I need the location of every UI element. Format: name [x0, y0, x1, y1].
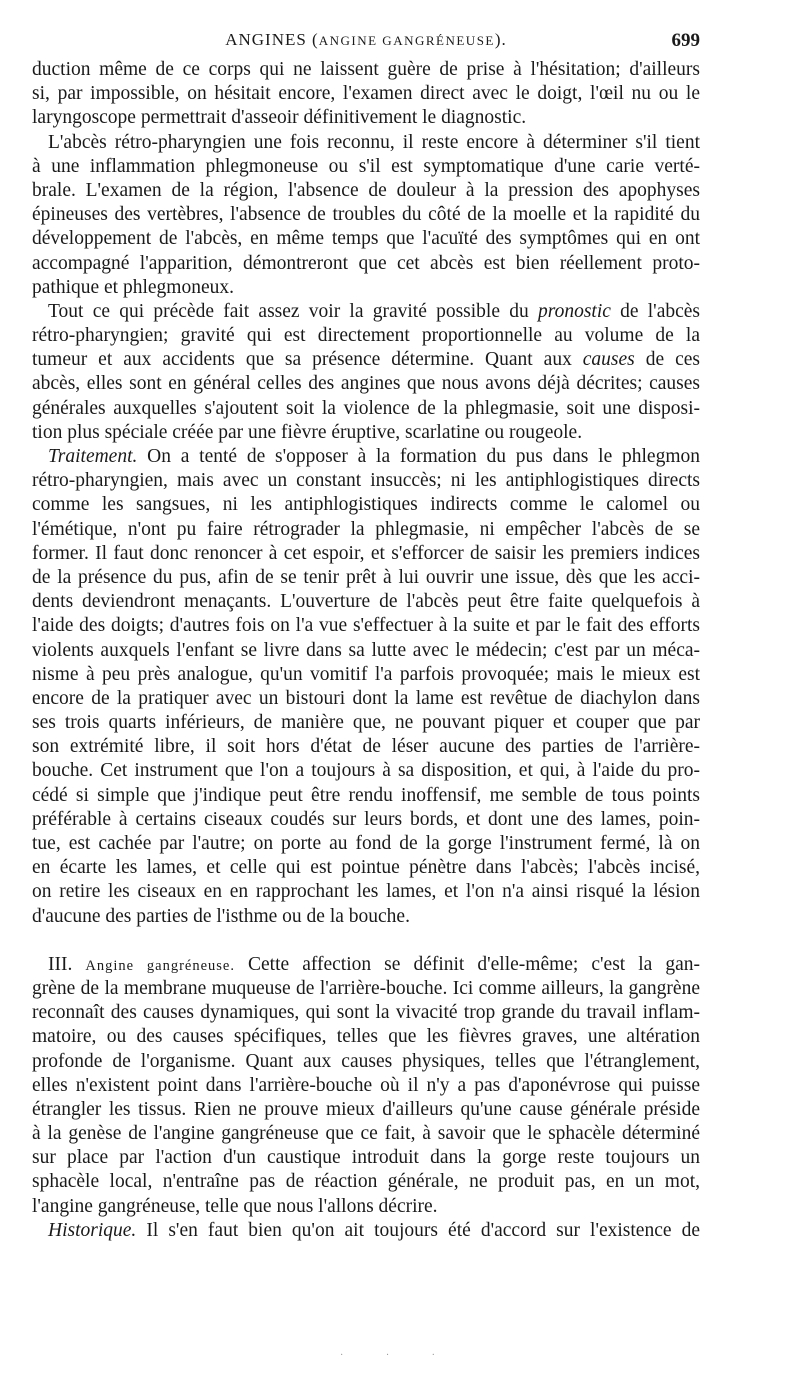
text-run: à une inflammation phlegmoneuse ou s'il est symptomatique d'une carie verté-	[32, 155, 700, 177]
text-line	[32, 203, 700, 227]
text-line	[32, 566, 700, 590]
text-run: rétro-pharyngien; gravité qui est directement proportionnelle au volume de la	[32, 325, 700, 347]
text-line	[32, 324, 700, 348]
text-run: à la genèse de l'angine gangréneuse que ce fait, à savoir que le sphacèle déterminé	[32, 1123, 700, 1145]
text-run: sur place par l'action d'un caustique introduit dans la gorge reste toujours un	[32, 1147, 700, 1169]
text-run: brale. L'examen de la région, l'absence de douleur à la pression des apophyses	[32, 179, 700, 201]
text-run: préférable à certains ciseaux coudés sur leurs bords, et dont une des lames, poin-	[32, 808, 700, 830]
italic-term: causes	[582, 349, 635, 371]
text-run: rétro-pharyngien, mais avec un constant insuccès; ni les antiphlogistiques directs	[32, 470, 700, 492]
text-line	[32, 445, 700, 469]
text-run: générales auxquelles s'ajoutent soit la violence de la phlegmasie, soit une disposi-	[32, 397, 700, 419]
text-run: profonde de l'organisme. Quant aux causes physiques, telles que l'étranglement,	[32, 1050, 700, 1072]
text-line	[32, 1050, 700, 1074]
text-run: son extrémité libre, il soit hors d'état de léser aucune des parties de l'arrière-	[32, 736, 700, 758]
text-line	[32, 1025, 700, 1049]
text-line	[32, 493, 700, 517]
text-line	[32, 735, 700, 759]
text-run: développement de l'abcès, en même temps que l'acuïté des symptômes qui en ont	[32, 228, 700, 250]
text-run: Cette affection se définit d'elle-même; c'est la gan-	[234, 953, 700, 975]
text-line	[32, 905, 700, 929]
text-line	[32, 179, 700, 203]
text-line	[32, 372, 700, 396]
text-line	[32, 711, 700, 735]
text-line	[32, 663, 700, 687]
text-line	[32, 131, 700, 155]
text-run: grène de la membrane muqueuse de l'arrière-bouche. Ici comme ailleurs, la gangrène	[32, 977, 700, 999]
text-line	[32, 276, 700, 300]
text-line	[32, 1146, 700, 1170]
text-run: encore de la pratiquer avec un bistouri dont la lame est revêtue de diachylon dans	[32, 687, 700, 709]
text-run: dents deviendront menaçants. L'ouverture de l'abcès peut être faite quelquefois à	[32, 591, 700, 613]
text-run: reconnaît des causes dynamiques, qui sont la vivacité trop grande du travail inflam-	[32, 1002, 700, 1024]
text-run: de la présence du pus, afin de se tenir prêt à lui ouvrir une issue, dès que les acci-	[32, 566, 700, 588]
text-line	[32, 106, 700, 130]
text-line	[32, 252, 700, 276]
text-run: duction même de ce corps qui ne laissent guère de prise à l'hésitation; d'ailleurs	[32, 59, 700, 80]
text-run: On a tenté de s'opposer à la formation du pus dans le phlegmon	[137, 446, 700, 467]
text-run: L'abcès rétro-pharyngien une fois reconnu, il reste encore à déterminer s'il tient	[48, 131, 700, 153]
text-line	[32, 1122, 700, 1146]
text-line	[32, 1098, 700, 1122]
text-run: abcès, elles sont en général celles des angines que nous avons déjà décrites; causes	[32, 373, 700, 395]
scan-specks: · · ·	[340, 1350, 455, 1361]
text-run: laryngoscope permettrait d'asseoir définitivement le diagnostic.	[32, 107, 527, 129]
section-heading: Angine gangréneuse.	[85, 957, 235, 974]
text-run: tumeur et aux accidents que sa présence détermine. Quant aux	[32, 349, 583, 371]
text-line	[32, 1195, 700, 1219]
text-line	[32, 784, 700, 808]
text-run: accompagné l'apparition, démontreront que cet abcès est bien réellement proto-	[32, 252, 700, 274]
text-run: comme les sangsues, ni les antiphlogistiques indirects comme le calomel ou	[32, 494, 700, 516]
text-run: ses trois quarts inférieurs, de manière que, ne pouvant piquer et couper que par	[32, 712, 700, 734]
text-run: l'aide des doigts; d'autres fois on l'a vue s'effectuer à la suite et par le fait des efforts	[32, 615, 700, 637]
text-run: violents auxquels l'enfant se livre dans sa lutte avec le médecin; c'est par un méca-	[32, 639, 700, 661]
text-run: l'angine gangréneuse, telle que nous l'allons décrire.	[32, 1195, 438, 1217]
text-run: épineuses des vertèbres, l'absence de troubles du côté de la moelle et la rapidité du	[32, 204, 700, 226]
text-line	[32, 687, 700, 711]
text-line	[32, 832, 700, 856]
header-title-subject: ANGINE GANGRÉNEUSE	[318, 33, 495, 48]
text-line	[32, 856, 700, 880]
text-line	[32, 227, 700, 251]
italic-term: pronostic	[537, 300, 611, 322]
text-line	[32, 953, 700, 977]
text-line	[32, 300, 700, 324]
text-run: bouche. Cet instrument que l'on a toujours à sa disposition, et qui, à l'aide du pro-	[32, 760, 700, 782]
italic-term: Traitement.	[48, 446, 138, 467]
text-run: sphacèle local, n'entraîne pas de réaction générale, ne produit pas, en un mot,	[32, 1171, 700, 1193]
section-gap	[32, 929, 700, 953]
text-line	[32, 1001, 700, 1025]
text-run: elles n'existent point dans l'arrière-bouche où il n'y a pas d'aponévrose qui puisse	[32, 1074, 700, 1096]
text-run: pathique et phlegmoneux.	[32, 276, 234, 298]
text-line	[32, 421, 700, 445]
text-run: Tout ce qui précède fait assez voir la gravité possible du	[48, 300, 538, 322]
text-line	[32, 82, 700, 106]
text-line	[32, 155, 700, 179]
running-header	[32, 30, 700, 54]
text-run: tue, est cachée par l'autre; on porte au fond de la gorge l'instrument fermé, là on	[32, 833, 700, 854]
text-run: si, par impossible, on hésitait encore, l'examen direct avec le doigt, l'œil nu ou le	[32, 83, 700, 105]
text-line	[32, 614, 700, 638]
text-run: étrangler les tissus. Rien ne prouve mieux d'ailleurs qu'une cause générale préside	[32, 1098, 700, 1120]
body-text	[32, 58, 700, 1243]
text-line	[32, 590, 700, 614]
text-run: nisme à peu près analogue, qu'un vomitif l'a parfois provoquée; mais le mieux est	[32, 663, 700, 685]
text-run: de l'abcès	[610, 300, 700, 322]
italic-term: Historique.	[48, 1219, 137, 1241]
text-line	[32, 808, 700, 832]
text-run: en écarte les lames, et celle qui est pointue pénètre dans l'abcès; l'abcès incisé,	[32, 857, 700, 879]
text-run: de ces	[634, 349, 700, 371]
text-run: matoire, ou des causes spécifiques, telles que les fièvres graves, une altération	[32, 1026, 700, 1048]
text-line	[32, 58, 700, 82]
text-run: d'aucune des parties de l'isthme ou de la bouche.	[32, 905, 410, 927]
text-line	[32, 1219, 700, 1243]
text-run: III.	[48, 953, 86, 975]
text-run: former. Il faut donc renoncer à cet espoir, et s'efforcer de saisir les premiers indices	[32, 542, 700, 564]
text-run: cédé si simple que j'indique peut être rendu inoffensif, me semble de tous points	[32, 784, 700, 806]
text-line	[32, 469, 700, 493]
text-run: tion plus spéciale créée par une fièvre éruptive, scarlatine ou rougeole.	[32, 421, 583, 443]
text-line	[32, 542, 700, 566]
text-line	[32, 639, 700, 663]
header-title: ANGINES (ANGINE GANGRÉNEUSE).	[225, 30, 507, 49]
text-run: l'émétique, n'ont pu faire rétrograder la phlegmasie, ni empêcher l'abcès de se	[32, 518, 700, 540]
text-line	[32, 977, 700, 1001]
text-line	[32, 1074, 700, 1098]
text-line	[32, 1170, 700, 1194]
text-line	[32, 518, 700, 542]
text-line	[32, 397, 700, 421]
text-line	[32, 880, 700, 904]
text-line	[32, 348, 700, 372]
page-number: 699	[671, 30, 700, 51]
text-line	[32, 759, 700, 783]
text-run: on retire les ciseaux en en rapprochant les lames, et l'on n'a ainsi risqué la lésion	[32, 881, 700, 903]
text-run: Il s'en faut bien qu'on ait toujours été d'accord sur l'existence de	[136, 1219, 700, 1241]
